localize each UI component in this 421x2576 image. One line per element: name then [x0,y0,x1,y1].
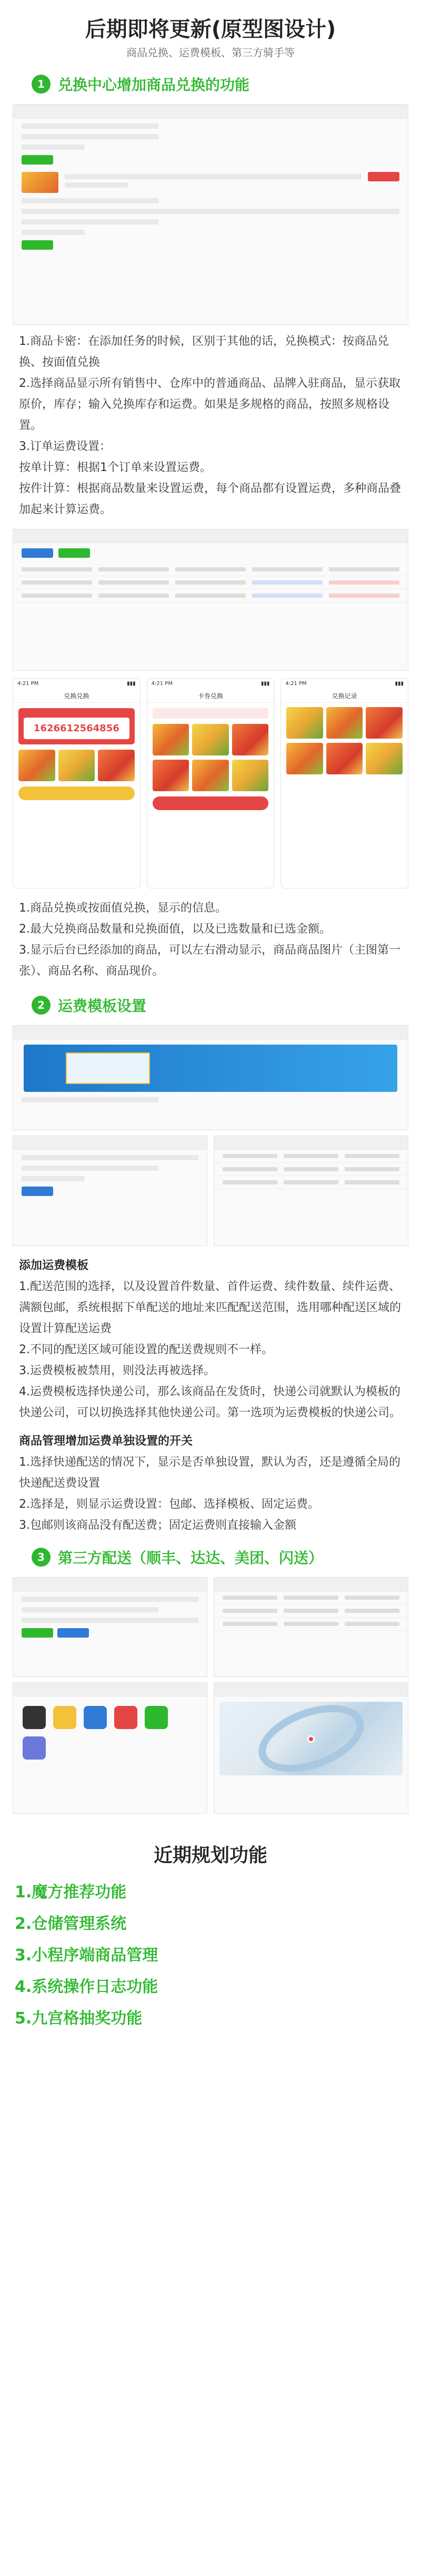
paragraph: 3.订单运费设置： [19,440,111,453]
section-2-number: 2 [32,996,51,1015]
paragraph: 1.配送范围的选择，以及设置首件数量、首件运费、续件数量、续件运费、满额包邮，系统根据下单配送的地址来匹配配送范围，选用哪种配送区域的设置计算配送运费 [19,1280,402,1335]
exchange-button[interactable] [18,786,135,800]
card-code: 1626612564856 [24,718,129,739]
freight-template-screenshot [13,1025,408,1130]
map-image [219,1702,403,1775]
section-1-number: 1 [32,75,51,94]
courier-logo[interactable] [53,1706,76,1729]
delivery-screenshots-top [13,1577,408,1677]
plan-item: 5.九宫格抽奖功能 [15,2009,143,2028]
paragraph: 2.选择是，则显示运费设置：包邮、选择模板、固定运费。 [19,1498,319,1511]
paragraph: 3.包邮则该商品没有配送费；固定运费则直接输入金额 [19,1519,296,1532]
freight-screenshots [13,1136,408,1246]
page-subtitle: 商品兑换、运费模板、第三方骑手等 [126,46,295,59]
phone-exchange-record: 4:21 PM ▮▮▮ 兑换记录 [280,678,408,888]
plan-item: 1.魔方推荐功能 [15,1883,127,1902]
paragraph: 1.商品卡密：在添加任务的时候，区别于其他的话，兑换模式：按商品兑换、按面值兑换 [19,335,389,369]
status-time: 4:21 PM [151,681,173,687]
courier-logo[interactable] [114,1706,137,1729]
paragraph: 1.商品兑换或按面值兑换，显示的信息。 [19,902,227,915]
paragraph: 2.选择商品显示所有销售中、仓库中的普通商品、品牌入驻商品，显示获取原价，库存；输入兑换库存和运费。如果是多规格的商品，按照多规格设置。 [19,377,400,432]
exchange-form-screenshot [13,104,408,325]
section-2-paragraphs [0,1255,421,1536]
plan-item: 3.小程序端商品管理 [15,1946,158,1965]
plan-title: 近期规划功能 [153,1845,267,1866]
plan-item: 4.系统操作日志功能 [15,1978,158,1996]
sub-heading: 添加运费模板 [19,1259,89,1272]
section-2-title: 运费模板设置 [58,997,147,1015]
freight-form-screenshot [13,1136,207,1246]
paragraph: 4.运费模板选择快递公司，那么该商品在发货时，快递公司就默认为模板的快递公司，可以切换选择其他快递公司。第一选项为运费模板的快递公司。 [19,1385,402,1419]
phone-nav-title: 卡券兑换 [147,689,274,703]
screenshot-toolbar [13,529,408,543]
exchange-card [18,708,135,744]
section-1-header [0,69,421,99]
paragraph: 按单计算：根据1个订单来设置运费。 [19,461,212,474]
section-1-title: 兑换中心增加商品兑换的功能 [58,76,250,94]
courier-logo[interactable] [145,1706,168,1729]
freight-list-screenshot [214,1136,408,1246]
delivery-order-screenshot [214,1577,408,1677]
phone-nav-title: 兑换兑换 [13,689,140,703]
confirm-button[interactable] [153,796,269,810]
phone-card-exchange: 4:21 PM ▮▮▮ 卡券兑换 [147,678,275,888]
status-time: 4:21 PM [285,681,307,687]
exchange-list-screenshot [13,529,408,671]
delivery-screenshots-bottom [13,1682,408,1814]
section-1-notes [0,898,421,982]
paragraph: 3.显示后台已经添加的商品，可以左右滑动显示，商品商品图片（主图第一张）、商品名称、商品现价。 [19,944,400,978]
section-2-header [0,990,421,1020]
courier-logo[interactable] [23,1736,46,1760]
phone-screenshots [13,678,408,888]
courier-logo[interactable] [84,1706,107,1729]
section-3-title: 第三方配送（顺丰、达达、美团、闪送） [58,1549,324,1567]
sub-heading: 商品管理增加运费单独设置的开关 [19,1435,193,1448]
paragraph: 1.选择快递配送的情况下，显示是否单独设置，默认为否，还是遵循全局的快递配送费设置 [19,1456,400,1490]
screenshot-toolbar [13,1026,408,1039]
delivery-map-screenshot [214,1682,408,1814]
paragraph: 2.最大兑换商品数量和兑换面值，以及已选数量和已选金额。 [19,923,331,936]
section-3-header [0,1542,421,1572]
page-title: 后期即将更新(原型图设计) [85,17,336,42]
screenshot-toolbar [13,105,408,118]
section-1-paragraphs [0,331,421,520]
plan-item: 2.仓储管理系统 [15,1915,127,1933]
status-time: 4:21 PM [17,681,39,687]
paragraph: 2.不同的配送区域可能设置的配送费规则不一样。 [19,1343,273,1356]
banner-image [24,1045,397,1092]
courier-logo[interactable] [23,1706,46,1729]
paragraph: 3.运费模板被禁用，则没法再被选择。 [19,1364,215,1377]
section-3-number: 3 [32,1548,51,1567]
phone-nav-title: 兑换记录 [281,689,408,703]
delivery-logos-screenshot [13,1682,207,1814]
phone-exchange: 4:21 PM ▮▮▮ 兑换兑换 1626612564856 [13,678,141,888]
paragraph: 按件计算：根据商品数量来设置运费，每个商品都有设置运费，多种商品叠加起来计算运费。 [19,482,402,516]
delivery-config-screenshot [13,1577,207,1677]
plan-list [0,1877,421,2035]
